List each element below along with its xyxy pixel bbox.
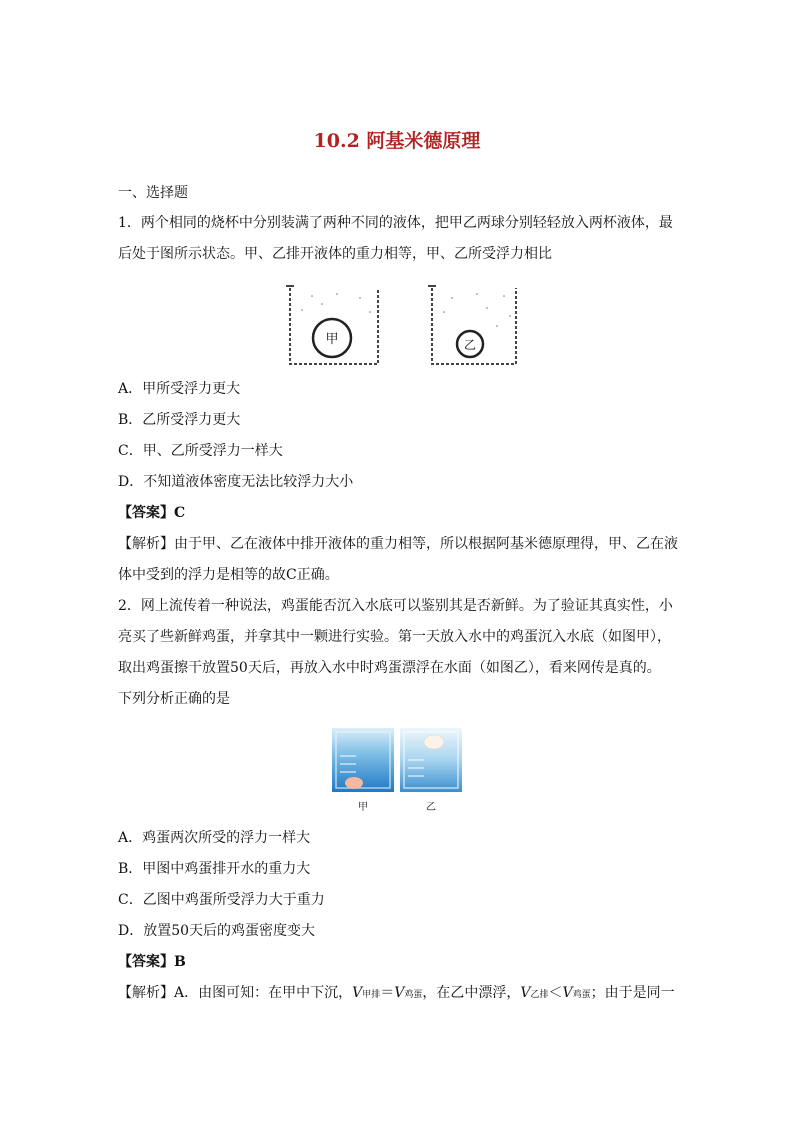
q1-stem-line1: 1．两个相同的烧杯中分别装满了两种不同的液体，把甲乙两球分别轻轻放入两杯液体，最: [118, 215, 673, 231]
q1-option-d: D．不知道液体密度无法比较浮力大小: [118, 474, 354, 490]
q1-option-c: C．甲、乙所受浮力一样大: [118, 443, 283, 459]
q2-option-a: A．鸡蛋两次所受的浮力一样大: [118, 830, 311, 846]
sub-yi-pai: 乙排: [530, 990, 549, 1000]
q2-stem-line2: 亮买了些新鲜鸡蛋，并拿其中一颗进行实验。第一天放入水中的鸡蛋沉入水底（如图甲），: [118, 629, 671, 645]
q1-option-a: A．甲所受浮力更大: [118, 381, 241, 397]
analysis-suffix: ；由于是同一: [590, 985, 675, 1001]
q1-stem-line2: 后处于图所示状态。甲、乙排开液体的重力相等，甲、乙所受浮力相比: [118, 246, 552, 262]
photo-yi-label: 乙: [426, 802, 436, 813]
volume-symbol: V: [394, 985, 405, 1001]
sub-egg: 鸡蛋: [572, 990, 591, 1000]
beaker-b-liquid-dots: [443, 293, 511, 327]
sub-egg: 鸡蛋: [404, 990, 423, 1000]
q2-stem-line4: 下列分析正确的是: [118, 691, 230, 707]
equals-sign: ＝: [380, 985, 395, 1001]
q2-egg-photos: [330, 726, 464, 816]
photo-yi: [400, 728, 462, 792]
q2-option-c: C．乙图中鸡蛋所受浮力大于重力: [118, 892, 325, 908]
q1-analysis-line2: 体中受到的浮力是相等的故C正确。: [118, 567, 339, 583]
q1-option-b: B．乙所受浮力更大: [118, 412, 241, 428]
ball-yi-label: 乙: [463, 338, 477, 352]
q1-answer: 【答案】C: [118, 505, 186, 521]
sub-jia-pai: 甲排: [362, 990, 381, 1000]
section-heading: 一、选择题: [118, 185, 188, 201]
ball-jia-label: 甲: [325, 332, 339, 347]
analysis-prefix: 【解析】A．由图可知：在甲中下沉，: [118, 985, 353, 1001]
q2-option-d: D．放置50天后的鸡蛋密度变大: [118, 923, 316, 939]
egg-floating: [424, 735, 444, 749]
less-than-sign: ＜: [548, 985, 563, 1001]
page-title: 10.2 阿基米德原理: [313, 130, 481, 152]
beaker-a-liquid-dots: [301, 293, 371, 313]
photo-jia-label: 甲: [358, 802, 368, 813]
q2-option-b: B．甲图中鸡蛋排开水的重力大: [118, 861, 311, 877]
volume-symbol: V: [520, 985, 531, 1001]
q2-answer: 【答案】B: [118, 954, 186, 970]
egg-sunk: [345, 777, 363, 789]
q1-analysis-line1: 【解析】由于甲、乙在液体中排开液体的重力相等，所以根据阿基米德原理得，甲、乙在液: [118, 536, 678, 552]
photo-jia: [332, 728, 394, 792]
analysis-mid: ，在乙中漂浮，: [422, 985, 521, 1001]
q2-analysis-line1: [118, 983, 675, 1005]
q1-beakers-figure: [282, 282, 522, 374]
q2-stem-line1: 2．网上流传着一种说法，鸡蛋能否沉入水底可以鉴别其是否新鲜。为了验证其真实性，小: [118, 598, 673, 614]
volume-symbol: V: [562, 985, 573, 1001]
volume-symbol: V: [352, 985, 363, 1001]
q2-stem-line3: 取出鸡蛋擦干放置50天后，再放入水中时鸡蛋漂浮在水面（如图乙），看来网传是真的。: [118, 660, 661, 676]
